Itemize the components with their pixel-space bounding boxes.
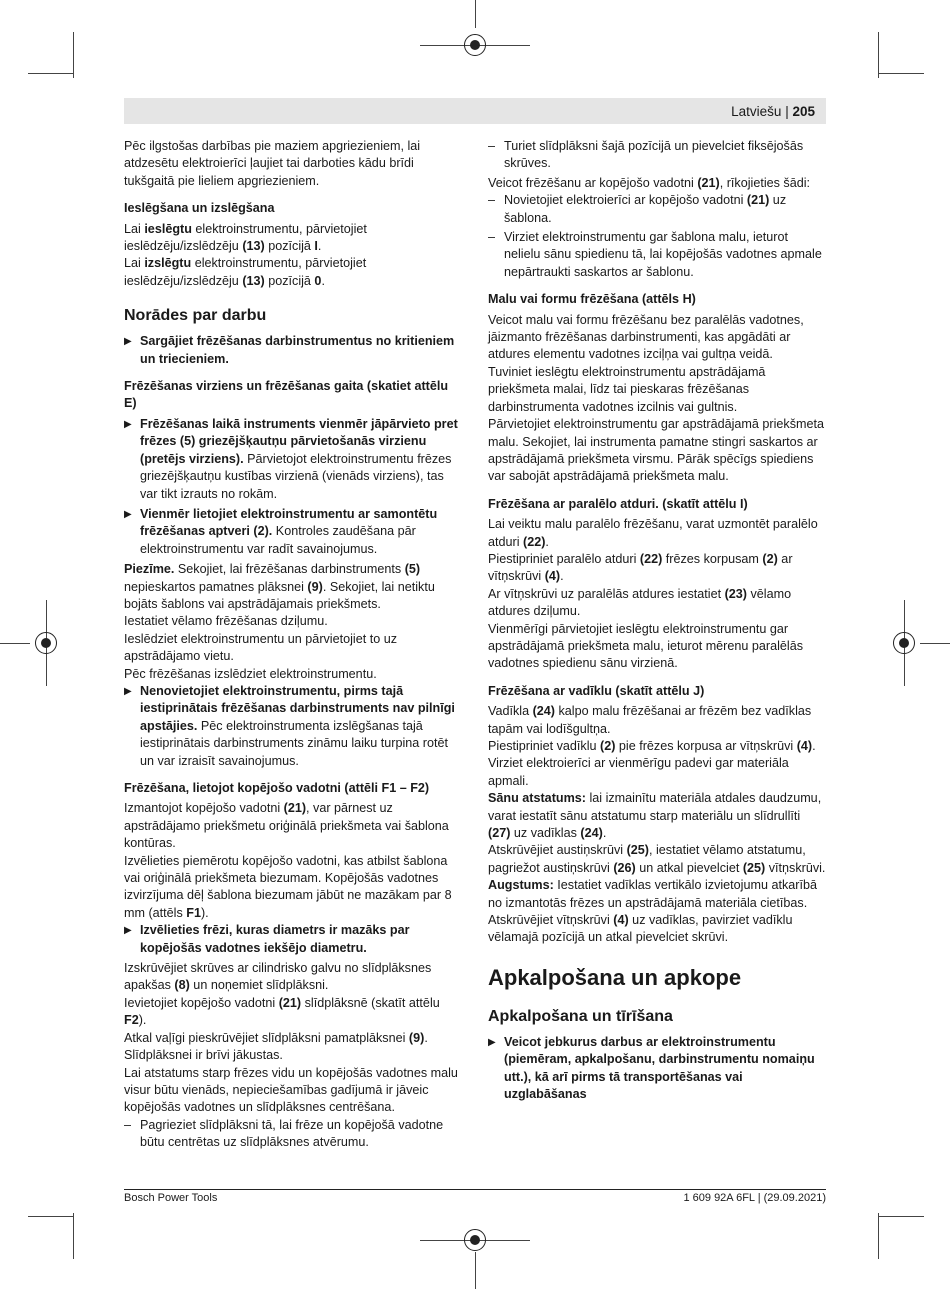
paragraph: Vienmērīgi pārvietojiet ieslēgtu elektroinstrumentu gar apstrādājamā priekšmeta malu, ieturot mērenu paralēlās vadotnes spiedienu sānu virzienā. (488, 621, 803, 671)
paragraph: Virziet elektroierīci ar vienmērīgu padevi gar materiāla apmali. (488, 756, 789, 788)
paragraph: Ar vītņskrūvi uz paralēlās atdures iestatiet (23) vēlamo atdures dziļumu. (488, 586, 792, 619)
paragraph: Ievietojiet kopējošo vadotni (21) slīdplāksnē (skatīt attēlu F2). (124, 995, 440, 1028)
paragraph: Lai ieslēgtu elektroinstrumentu, pārvietojiet ieslēdzēju/izslēdzēju (13) pozīcijā I. (124, 221, 367, 254)
header-separator: | (785, 104, 793, 119)
footer-doc-code: 1 609 92A 6FL | (29.09.2021) (683, 1192, 826, 1204)
chapter-heading: Apkalpošana un apkope (488, 964, 742, 990)
paragraph: Sānu atstatums: lai izmainītu materiāla atdales daudzumu, varat iestatīt sānu atstatumu starp materiālu un slīdrullīti (27) uz vadīklas (24). (488, 791, 822, 841)
footer-rule (124, 1189, 826, 1190)
crop-mark (920, 643, 950, 644)
subheading: Frēzēšana ar vadīklu (skatīt attēlu J) (488, 683, 705, 698)
paragraph: Pēc frēzēšanas izslēdziet elektroinstrumentu. (124, 666, 377, 681)
crop-mark (475, 0, 476, 28)
subheading: Frēzēšana, lietojot kopējošo vadotni (attēli F1 – F2) (124, 781, 430, 795)
warning-item: ▶ Frēzēšanas laikā instruments vienmēr jāpārvieto pret frēzes (5) griezējšķautņu pārvietošanās virzienu (pretējs virziens). Pārvietojot elektroinstrumentu frēzes griezējšķautņu kustības virzienā (vienāds virziens), tas var tikt izrauts no rokām. (124, 416, 462, 503)
crop-mark (0, 643, 30, 644)
crop-mark (475, 1252, 476, 1289)
paragraph: Iestatiet vēlamo frēzēšanas dziļumu. (124, 614, 328, 629)
registration-mark-icon (35, 632, 57, 654)
subheading: Ieslēgšana un izslēgšana (124, 201, 275, 216)
warning-item: ▶ Nenovietojiet elektroinstrumentu, pirms tajā iestiprinātais frēzēšanas darbinstruments nav pilnīgi apstājies. Pēc elektroinstrumenta izslēgšanas tajā iestiprinātais darbinstruments zināmu laiku turpina rotēt un var izraisīt savainojumus. (124, 683, 462, 770)
warning-item: ▶ Vienmēr lietojiet elektroinstrumentu ar samontētu frēzēšanas aptveri (2). Kontroles zaudēšana pār elektroinstrumentu var radīt savainojumus. (124, 506, 462, 558)
registration-mark-icon (464, 34, 486, 56)
registration-mark-icon (464, 1229, 486, 1251)
header-bar (124, 98, 826, 124)
crop-mark (73, 1213, 74, 1259)
crop-mark (878, 73, 924, 74)
paragraph: Pārvietojiet elektroinstrumentu gar apstrādājamā priekšmeta malu. Sekojiet, lai instrumenta pamatne stingri saskartos ar apstrādājamā priekšmeta virsmu. Pārāk spēcīgs spiediens var sabojāt apstrādājamā priekšmeta malu. (488, 417, 824, 484)
crop-mark (878, 1216, 924, 1217)
list-item: – Pagrieziet slīdplāksni tā, lai frēze un kopējošā vadotne būtu centrētas uz slīdplāksnes atvērumu. (124, 1117, 462, 1152)
paragraph: Augstums: Iestatiet vadīklas vertikālo izvietojumu atkarībā no izmantotās frēzes un apstrādājamā materiāla cietības. (488, 878, 817, 910)
crop-mark (28, 1216, 74, 1217)
paragraph: Veicot frēzēšanu ar kopējošo vadotni (21), rīkojieties šādi: (488, 175, 811, 190)
paragraph: Piestipriniet paralēlo atduri (22) frēzes korpusam (2) ar vītņskrūvi (4). (488, 551, 793, 584)
crop-mark (28, 73, 74, 74)
left-column (124, 138, 462, 1154)
paragraph: Ieslēdziet elektroinstrumentu un pārvietojiet to uz apstrādājamo vietu. (124, 631, 398, 664)
paragraph: Lai veiktu malu paralēlo frēzēšanu, varat uzmontēt paralēlo atduri (22). (488, 517, 818, 549)
registration-mark-icon (893, 632, 915, 654)
subheading: Malu vai formu frēzēšana (attēls H) (488, 292, 696, 307)
list-item: – Novietojiet elektroierīci ar kopējošo vadotni (21) uz šablona. (488, 192, 826, 227)
paragraph: Izvēlieties piemērotu kopējošo vadotni, kas atbilst šablona vai oriģinālā priekšmeta biezumam. Kopējošās vadotnes izvirzījuma dēļ šablona biezumam jābūt ne mazākam par 8 mm (attēls F1). (124, 853, 452, 920)
list-item: – Turiet slīdplāksni šajā pozīcijā un pievelciet fiksējošās skrūves. (488, 138, 826, 173)
paragraph: Tuviniet ieslēgtu elektroinstrumentu apstrādājamā priekšmeta malai, līdz tai pieskaras frēzēšanas darbinstrumenta vadotnes izcilnis vai gultnis. (488, 364, 766, 414)
paragraph: Veicot malu vai formu frēzēšanu bez paralēlās vadotnes, jāizmanto frēzēšanas darbinstrumenti, kas apgādāti ar atdures elementu vadotnes izciļņa vai gultņa veidā. (488, 312, 804, 362)
warning-item: ▶ Izvēlieties frēzi, kuras diametrs ir mazāks par kopējošās vadotnes iekšējo diametru. (124, 922, 462, 957)
paragraph: Izmantojot kopējošo vadotni (21), var pārnest uz apstrādājamo priekšmetu oriģinālā priekšmeta vai šablona kontūras. (124, 801, 449, 851)
header-language: Latviešu (731, 104, 782, 119)
crop-mark (878, 32, 879, 78)
warning-item: ▶ Veicot jebkurus darbus ar elektroinstrumentu (piemēram, apkalpošanu, darbinstrumentu nomaiņu utt.), kā arī pirms tā transportēšanas vai uzglabāšanas (488, 1034, 826, 1104)
crop-mark (73, 32, 74, 78)
paragraph: Lai izslēgtu elektroinstrumentu, pārvietojiet ieslēdzēju/izslēdzēju (13) pozīcijā 0. (124, 256, 367, 288)
section-heading: Norādes par darbu (124, 307, 267, 325)
paragraph: Izskrūvējiet skrūves ar cilindrisko galvu no slīdplāksnes apakšas (8) un noņemiet slīdplāksni. (124, 961, 432, 993)
subheading: Frēzēšanas virziens un frēzēšanas gaita (skatiet attēlu E) (124, 379, 449, 411)
warning-item: ▶ Sargājiet frēzēšanas darbinstrumentus no kritieniem un triecieniem. (124, 333, 462, 368)
paragraph: Atkal vaļīgi pieskrūvējiet slīdplāksni pamatplāksnei (9). Slīdplāksnei ir brīvi jākustas. (124, 1030, 428, 1063)
paragraph: Lai atstatums starp frēzes vidu un kopējošās vadotnes malu visur būtu vienāds, nepieciešamības gadījumā ir jāveic kopējošās vadotnes un slīdplāksnes centrēšana. (124, 1065, 458, 1115)
crop-mark (878, 1213, 879, 1259)
paragraph: Piestipriniet vadīklu (2) pie frēzes korpusa ar vītņskrūvi (4). (488, 739, 816, 753)
paragraph: Atskrūvējiet vītņskrūvi (4) uz vadīklas, pavirziet vadīklu vēlamajā pozīcijā un atkal pievelciet skrūvi. (488, 913, 793, 945)
paragraph: Pēc ilgstošas darbības pie maziem apgriezieniem, lai atdzesētu elektroierīci ļaujiet tai darboties kādu brīdi tukšgaitā pie lieliem apgriezieniem. (124, 139, 421, 188)
running-header (731, 104, 815, 119)
paragraph: Vadīkla (24) kalpo malu frēzēšanai ar frēzēm bez vadīklas tapām vai lodīšgultņa. (488, 704, 812, 736)
paragraph: Piezīme. Sekojiet, lai frēzēšanas darbinstruments (5) nepieskartos pamatnes plāksnei (9). Sekojiet, lai netiktu bojāts šablons vai apstrādājamais priekšmets. (124, 562, 435, 611)
footer-publisher: Bosch Power Tools (124, 1192, 218, 1204)
section-heading: Apkalpošana un tīrīšana (488, 1007, 673, 1025)
subheading: Frēzēšana ar paralēlo atduri. (skatīt attēlu I) (488, 496, 748, 511)
right-column (488, 138, 826, 1107)
list-item: – Virziet elektroinstrumentu gar šablona malu, ieturot nelielu sānu spiedienu tā, lai kopējošās vadotnes apmale nepārtraukti saskartos ar šablonu. (488, 229, 826, 281)
paragraph: Atskrūvējiet austiņskrūvi (25), iestatiet vēlamo atstatumu, pagriežot austiņskrūvi (26) un atkal pievelciet (25) vītņskrūvi. (488, 843, 826, 875)
page-number: 205 (792, 104, 815, 119)
